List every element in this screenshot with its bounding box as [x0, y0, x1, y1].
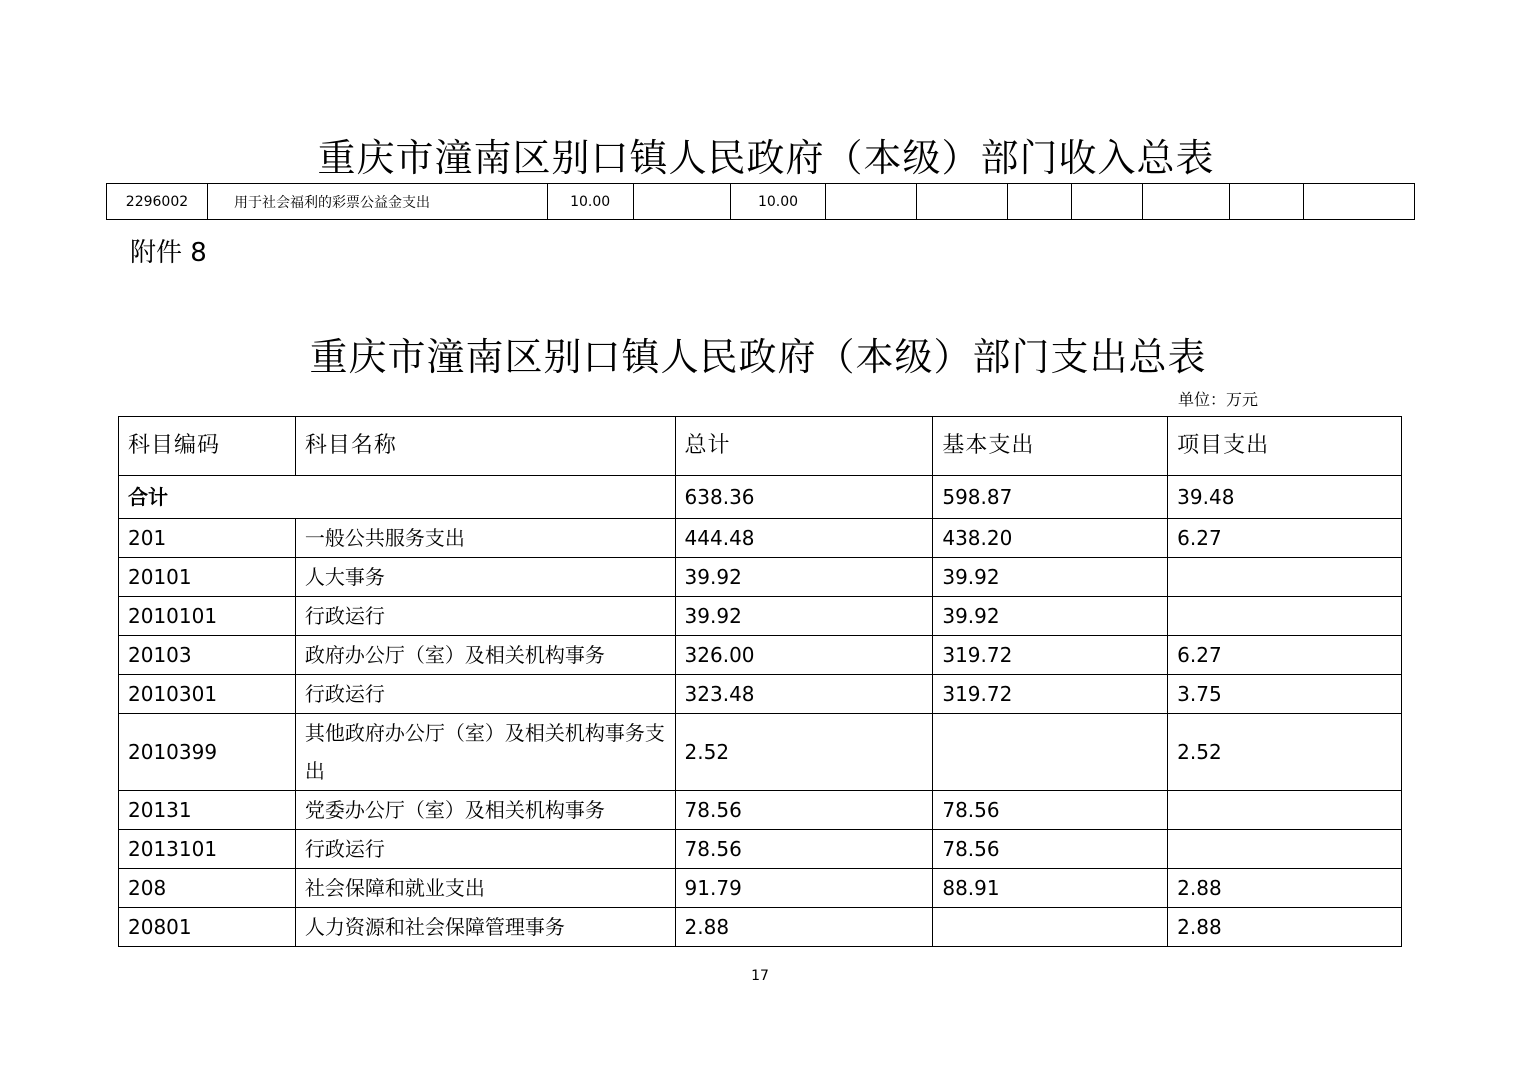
income-code-cell: 2296002 [107, 184, 208, 220]
attachment-label: 附件 8 [130, 238, 207, 268]
income-total-cell: 10.00 [547, 184, 633, 220]
header-project: 项目支出 [1168, 417, 1402, 476]
table-row [119, 519, 1402, 558]
row-project [1168, 791, 1402, 830]
total-sum: 638.36 [675, 476, 933, 519]
row-code: 2013101 [119, 830, 296, 869]
income-cell [1230, 184, 1304, 220]
table-row [119, 558, 1402, 597]
table-row [119, 791, 1402, 830]
row-basic: 39.92 [933, 597, 1168, 636]
total-label: 合计 [119, 476, 676, 519]
income-table-fragment [106, 183, 1415, 220]
income-cell [1008, 184, 1072, 220]
row-project: 2.88 [1168, 908, 1402, 947]
row-name: 其他政府办公厅（室）及相关机构事务支出 [295, 714, 675, 791]
row-basic: 78.56 [933, 791, 1168, 830]
row-project: 3.75 [1168, 675, 1402, 714]
row-total: 91.79 [675, 869, 933, 908]
row-name: 行政运行 [295, 675, 675, 714]
row-code: 20801 [119, 908, 296, 947]
row-total: 323.48 [675, 675, 933, 714]
table-row [119, 675, 1402, 714]
expense-table-title: 重庆市潼南区别口镇人民政府（本级）部门支出总表 [309, 335, 1207, 379]
row-code: 2010101 [119, 597, 296, 636]
row-code: 2010301 [119, 675, 296, 714]
table-header-row [119, 417, 1402, 476]
row-project: 6.27 [1168, 519, 1402, 558]
row-project [1168, 830, 1402, 869]
header-code: 科目编码 [119, 417, 296, 476]
row-total: 444.48 [675, 519, 933, 558]
row-name: 社会保障和就业支出 [295, 869, 675, 908]
table-row [119, 597, 1402, 636]
row-name: 人大事务 [295, 558, 675, 597]
income-cell [826, 184, 917, 220]
income-cell [1072, 184, 1143, 220]
table-row [119, 714, 1402, 791]
row-total: 2.52 [675, 714, 933, 791]
table-row [119, 830, 1402, 869]
row-code: 208 [119, 869, 296, 908]
header-name: 科目名称 [295, 417, 675, 476]
row-project [1168, 597, 1402, 636]
row-name: 党委办公厅（室）及相关机构事务 [295, 791, 675, 830]
row-total: 326.00 [675, 636, 933, 675]
row-basic [933, 714, 1168, 791]
row-code: 201 [119, 519, 296, 558]
income-cell [1303, 184, 1414, 220]
row-basic [933, 908, 1168, 947]
income-name-cell: 用于社会福利的彩票公益金支出 [207, 184, 547, 220]
unit-label: 单位：万元 [1178, 390, 1259, 409]
row-total: 2.88 [675, 908, 933, 947]
row-name: 一般公共服务支出 [295, 519, 675, 558]
income-cell: 10.00 [730, 184, 826, 220]
row-total: 78.56 [675, 830, 933, 869]
row-code: 20103 [119, 636, 296, 675]
income-cell [633, 184, 730, 220]
income-cell [917, 184, 1008, 220]
row-code: 20101 [119, 558, 296, 597]
row-basic: 438.20 [933, 519, 1168, 558]
row-project: 2.52 [1168, 714, 1402, 791]
row-basic: 319.72 [933, 675, 1168, 714]
expense-table [118, 416, 1402, 947]
row-total: 78.56 [675, 791, 933, 830]
row-name: 行政运行 [295, 830, 675, 869]
row-code: 2010399 [119, 714, 296, 791]
table-row [119, 636, 1402, 675]
table-row [119, 908, 1402, 947]
row-project: 6.27 [1168, 636, 1402, 675]
income-cell [1143, 184, 1230, 220]
header-total: 总计 [675, 417, 933, 476]
row-project: 2.88 [1168, 869, 1402, 908]
table-row [107, 184, 1415, 220]
row-name: 行政运行 [295, 597, 675, 636]
table-row [119, 869, 1402, 908]
row-project [1168, 558, 1402, 597]
row-name: 人力资源和社会保障管理事务 [295, 908, 675, 947]
total-project: 39.48 [1168, 476, 1402, 519]
row-basic: 78.56 [933, 830, 1168, 869]
row-name: 政府办公厅（室）及相关机构事务 [295, 636, 675, 675]
total-row [119, 476, 1402, 519]
row-basic: 88.91 [933, 869, 1168, 908]
row-basic: 39.92 [933, 558, 1168, 597]
row-total: 39.92 [675, 558, 933, 597]
total-basic: 598.87 [933, 476, 1168, 519]
row-code: 20131 [119, 791, 296, 830]
income-table-title: 重庆市潼南区别口镇人民政府（本级）部门收入总表 [317, 136, 1215, 180]
page-number: 17 [751, 968, 769, 984]
row-basic: 319.72 [933, 636, 1168, 675]
header-basic: 基本支出 [933, 417, 1168, 476]
row-total: 39.92 [675, 597, 933, 636]
